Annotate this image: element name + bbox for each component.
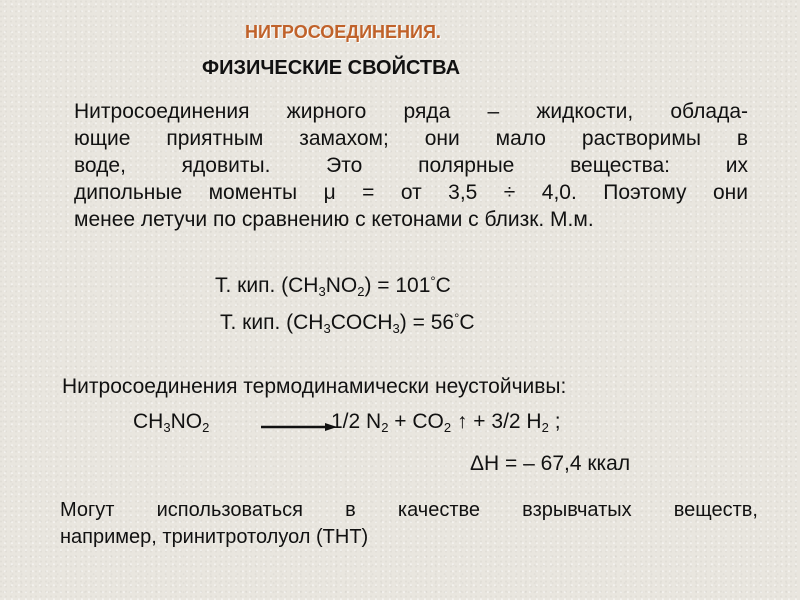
reaction-arrow-icon	[261, 423, 337, 431]
reaction-enthalpy: ΔH = – 67,4 ккал	[470, 452, 631, 475]
usage-line: Могут использоваться в качестве взрывчатых веществ,	[60, 499, 758, 521]
paragraph-line: ющие приятным замахом; они мало растворимы в	[74, 127, 748, 150]
usage-note	[60, 497, 758, 551]
paragraph-line: менее летучи по сравнению с кетонами с близк. М.м.	[74, 208, 594, 231]
slide-subheading: ФИЗИЧЕСКИЕ СВОЙСТВА	[202, 57, 461, 79]
reactant: $CH_3NO_2$	[133, 410, 210, 435]
boiling-point-nitromethane: Т. кип. $(CH_3NO_2) = 101^\circ C$	[215, 273, 451, 299]
paragraph-line: Нитросоединения жирного ряда – жидкости, облада-	[74, 100, 748, 123]
reaction-products: 1/2 $N_2 + CO_2$ ↑ + 3/2 $H_2$ ;	[331, 410, 561, 435]
stability-statement: Нитросоединения термодинамически неустойчивы:	[62, 375, 567, 398]
paragraph-line: дипольные моменты μ = от 3,5 ÷ 4,0. Поэтому они	[74, 181, 748, 204]
boiling-point-acetone: Т. кип. $(CH_3COCH_3) = 56^\circ C$	[220, 310, 475, 336]
usage-line: например, тринитротолуол (ТНТ)	[60, 526, 369, 548]
paragraph-line: воде, ядовиты. Это полярные вещества: их	[74, 154, 748, 177]
description-paragraph	[74, 98, 748, 233]
slide-heading: НИТРОСОЕДИНЕНИЯ.	[245, 22, 441, 42]
decomposition-reaction	[133, 410, 561, 440]
